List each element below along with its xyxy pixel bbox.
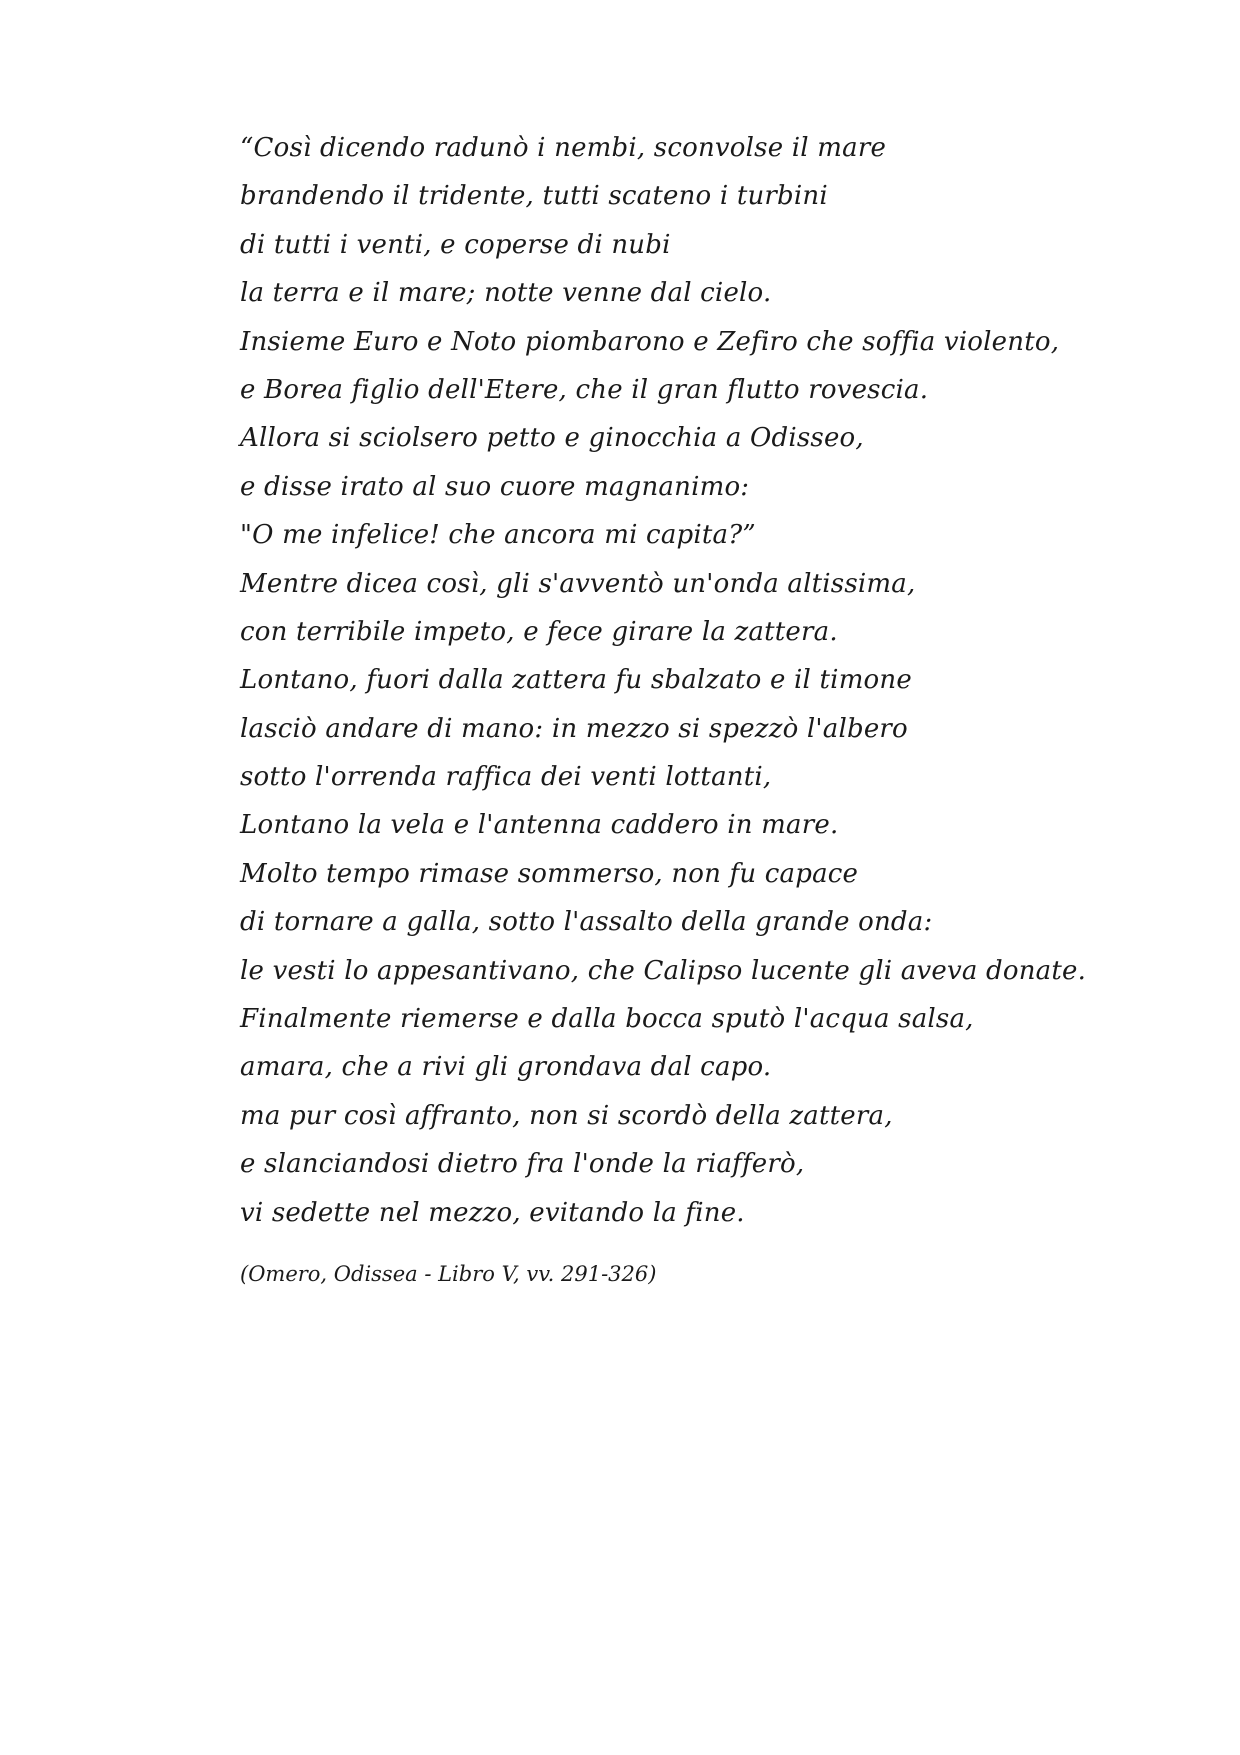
poem-line: di tornare a galla, sotto l'assalto della grande onda: bbox=[240, 907, 933, 938]
poem-line: e slanciandosi dietro fra l'onde la riafferò, bbox=[240, 1149, 805, 1180]
poem-line: vi sedette nel mezzo, evitando la fine. bbox=[240, 1197, 745, 1228]
poem-line: Allora si sciolsero petto e ginocchia a Odisseo, bbox=[240, 423, 864, 454]
poem-line: Finalmente riemerse e dalla bocca sputò l'acqua salsa, bbox=[240, 1004, 974, 1035]
poem-line: Mentre dicea così, gli s'avventò un'onda altissima, bbox=[240, 568, 916, 599]
poem-line: amara, che a rivi gli grondava dal capo. bbox=[240, 1052, 772, 1083]
citation: (Omero, Odissea - Libro V, vv. 291-326) bbox=[240, 1262, 657, 1286]
poem-line: di tutti i venti, e coperse di nubi bbox=[240, 229, 671, 260]
poem-line: con terribile impeto, e fece girare la zattera. bbox=[240, 616, 838, 647]
poem-line: la terra e il mare; notte venne dal cielo. bbox=[240, 278, 772, 309]
poem-text bbox=[240, 124, 1087, 1237]
poem-line: le vesti lo appesantivano, che Calipso lucente gli aveva donate. bbox=[240, 955, 1087, 986]
poem-line: “Così dicendo radunò i nembi, sconvolse il mare bbox=[240, 133, 887, 163]
poem-line: ma pur così affranto, non si scordò della zattera, bbox=[240, 1100, 893, 1131]
poem-line: lasciò andare di mano: in mezzo si spezzò l'albero bbox=[240, 713, 908, 744]
poem-line: "O me infelice! che ancora mi capita?” bbox=[240, 520, 756, 551]
poem-line: Molto tempo rimase sommerso, non fu capace bbox=[240, 858, 859, 889]
poem-line: Insieme Euro e Noto piombarono e Zefiro che soffia violento, bbox=[240, 326, 1060, 357]
poem-line: e disse irato al suo cuore magnanimo: bbox=[240, 471, 750, 502]
poem-line: Lontano, fuori dalla zattera fu sbalzato e il timone bbox=[240, 665, 912, 696]
poem-line: Lontano la vela e l'antenna caddero in mare. bbox=[240, 810, 839, 841]
poem-line: e Borea figlio dell'Etere, che il gran flutto rovescia. bbox=[240, 374, 929, 405]
poem-line: brandendo il tridente, tutti scateno i turbini bbox=[240, 181, 828, 212]
poem-line: sotto l'orrenda raffica dei venti lottanti, bbox=[240, 762, 772, 793]
